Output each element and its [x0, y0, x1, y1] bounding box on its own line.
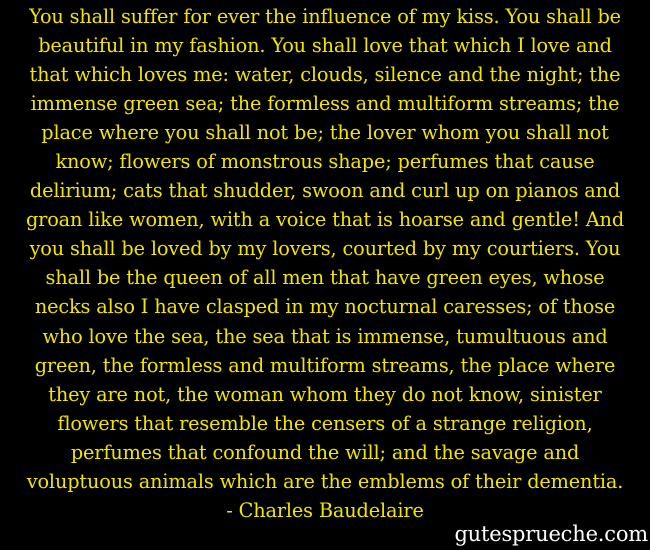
- quote-line: green, the formless and multiform streams, the place where: [34, 353, 616, 377]
- quote-line: shall be the queen of all men that have green eyes, whose: [45, 266, 605, 290]
- quote-line: who love the sea, the sea that is immense, tumultuous and: [42, 324, 608, 348]
- quote-line: necks also I have clasped in my nocturnal caresses; of those: [34, 295, 616, 319]
- watermark: gutesprueche.com: [454, 522, 648, 546]
- quote-line: immense green sea; the formless and multiform streams; the: [30, 92, 620, 116]
- quote-line: they are not, the woman whom they do not know, sinister: [48, 382, 602, 406]
- quote-attribution: - Charles Baudelaire: [226, 498, 424, 522]
- quote-line: delirium; cats that shudder, swoon and curl up on pianos and: [29, 179, 621, 203]
- quote-line: beautiful in my fashion. You shall love that which I love and: [38, 34, 612, 58]
- quote-line: voluptuous animals which are the emblems of their dementia.: [26, 469, 624, 493]
- quote-line: know; flowers of monstrous shape; perfumes that cause: [55, 150, 595, 174]
- quote-line: You shall suffer for ever the influence of my kiss. You shall be: [29, 5, 621, 28]
- quote-line: that which loves me: water, clouds, silence and the night; the: [29, 63, 621, 87]
- quote-line: groan like women, with a voice that is hoarse and gentle! And: [25, 208, 625, 232]
- quote-line: flowers that resemble the censers of a strange religion,: [57, 411, 593, 435]
- quote-line: place where you shall not be; the lover whom you shall not: [41, 121, 609, 145]
- quote-text: [0, 2, 650, 525]
- quote-line: perfumes that confound the will; and the savage and: [70, 440, 580, 464]
- quote-line: you shall be loved by my lovers, courted by my courtiers. You: [29, 237, 621, 261]
